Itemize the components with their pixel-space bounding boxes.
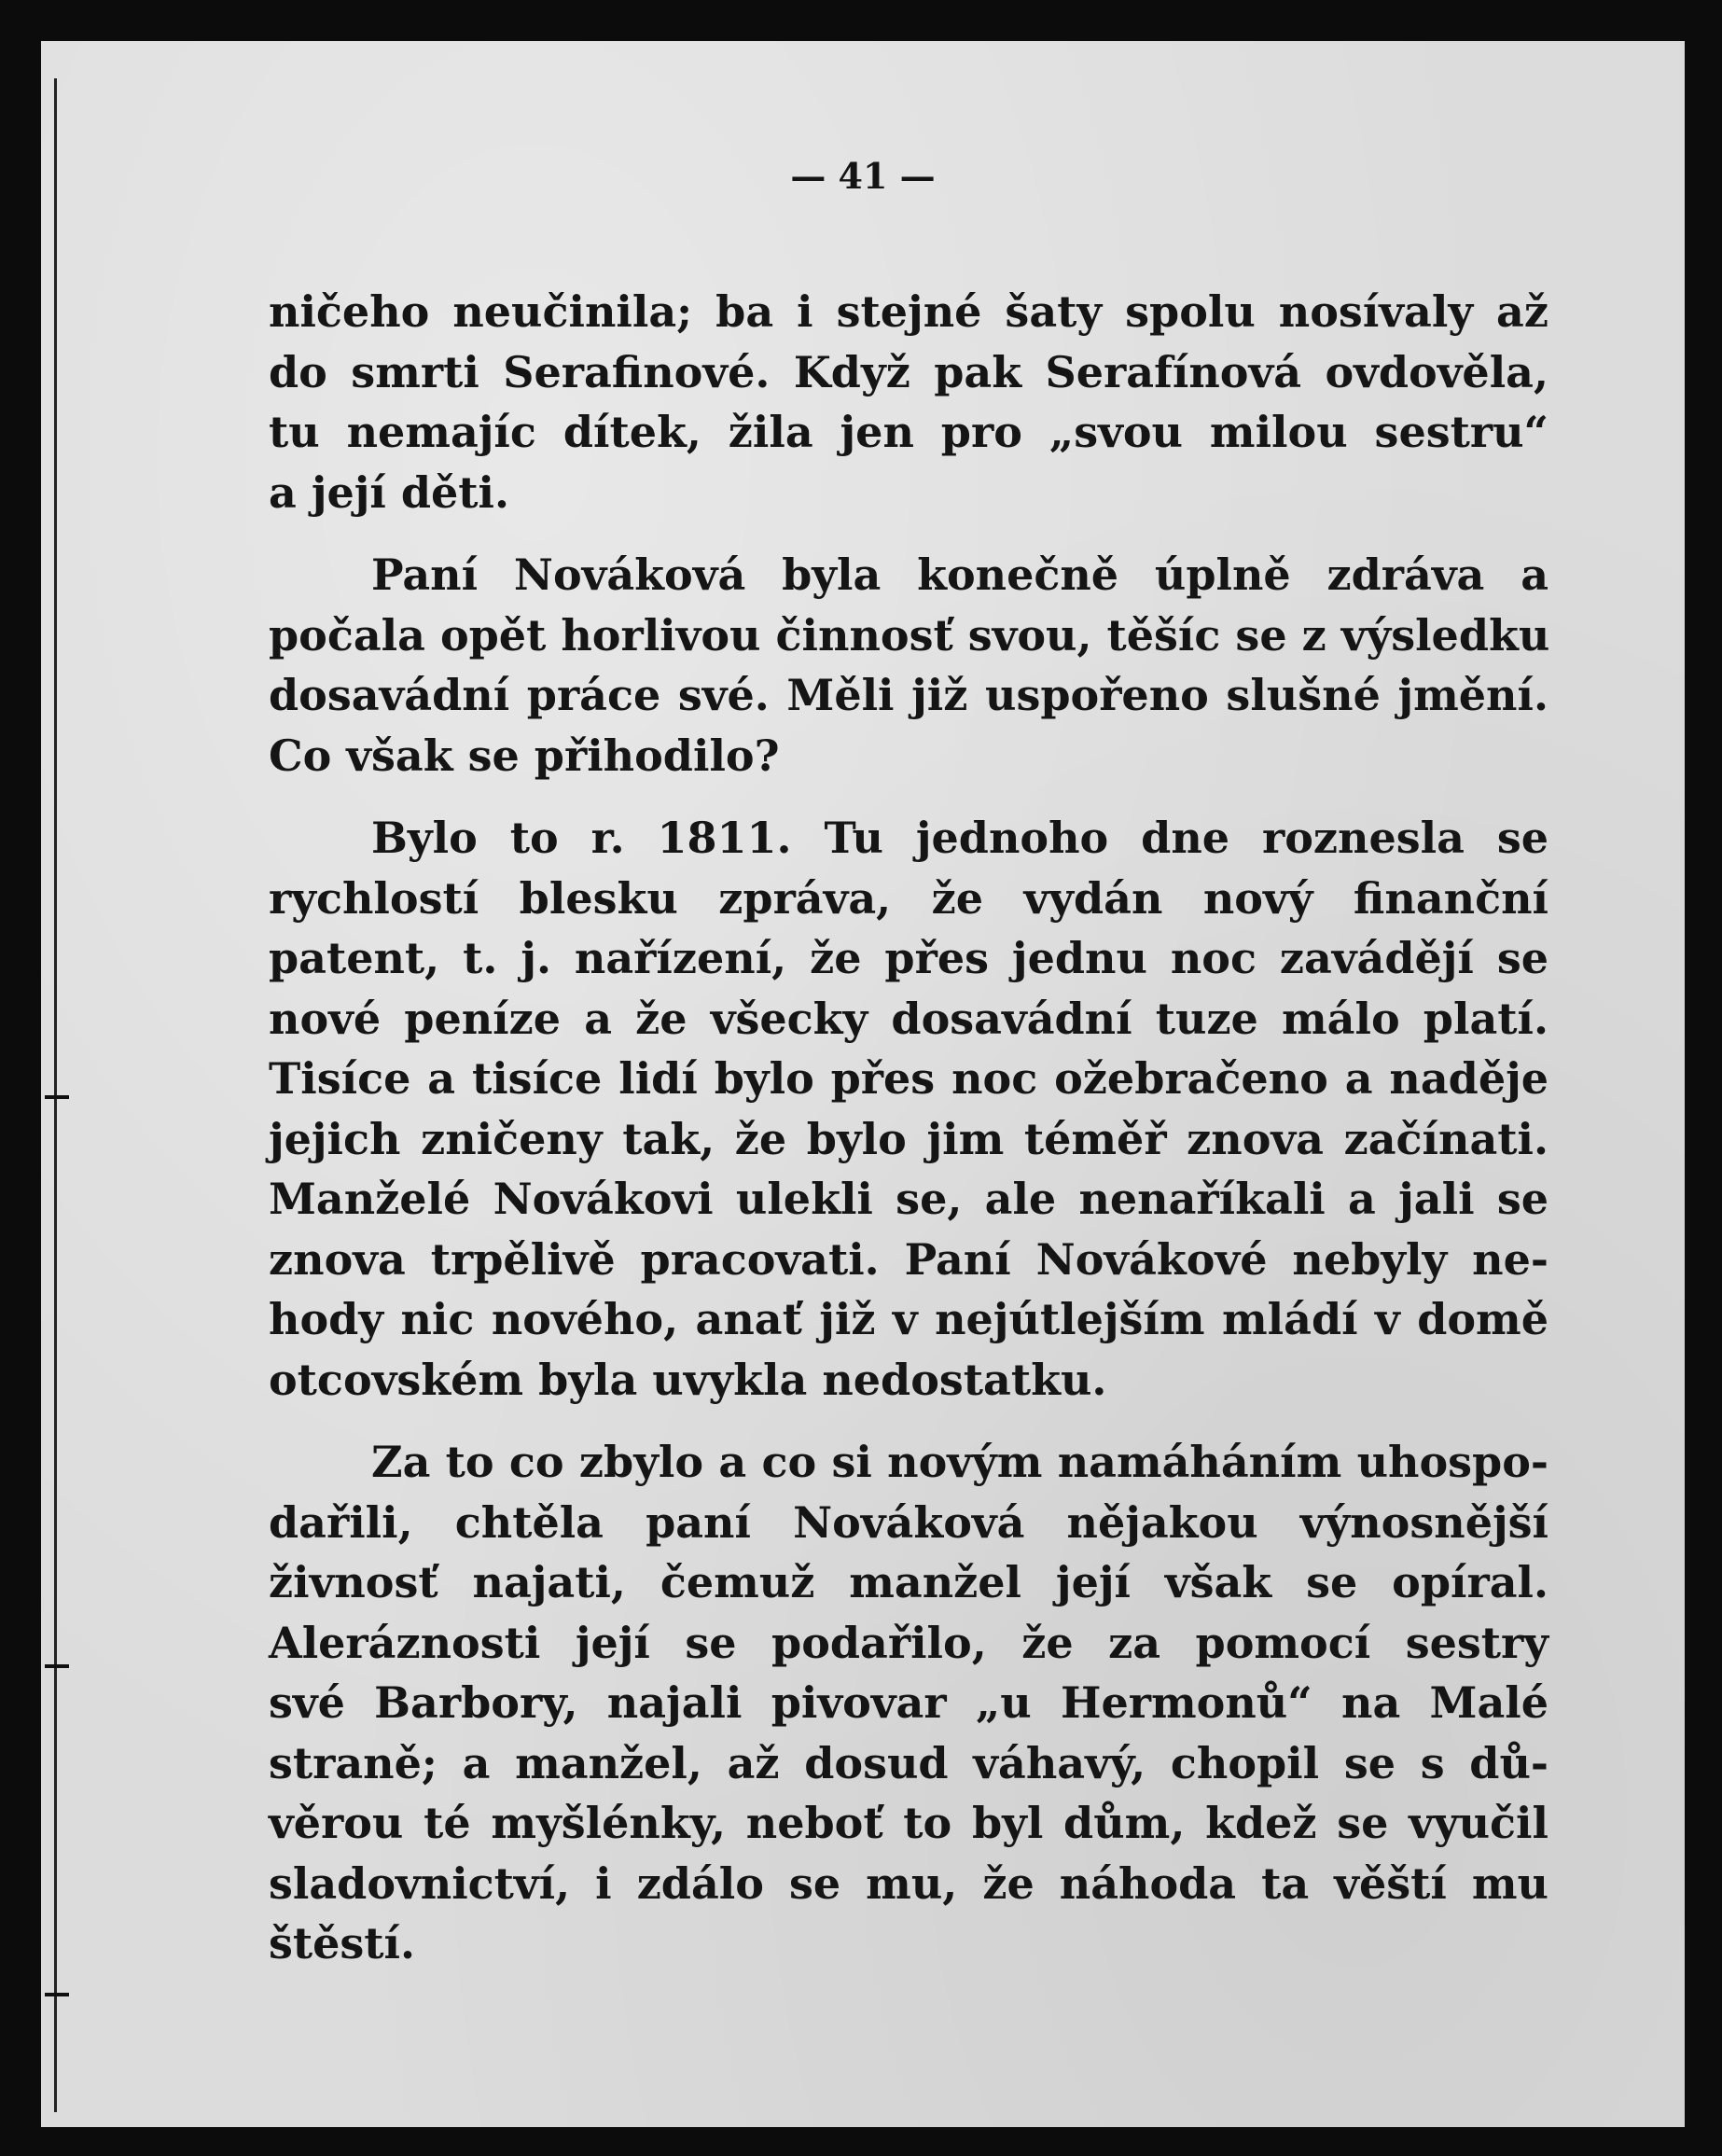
text-line: Aleráznosti její se podařilo, že za pomocí sestry — [269, 1617, 1548, 1668]
paragraph — [269, 808, 1548, 1410]
text-line: živnosť najati, čemuž manžel její však se opíral. — [269, 1557, 1548, 1607]
text-line: Paní Nováková byla konečně úplně zdráva a — [371, 549, 1548, 600]
text-line: jejich zničeny tak, že bylo jim téměř znova začínati. — [269, 1113, 1548, 1164]
text-line: své Barbory, najali pivovar „u Hermonů“ na Malé — [269, 1677, 1548, 1728]
text-line: ničeho neučinila; ba i stejné šaty spolu nosívaly až — [269, 286, 1548, 337]
text-line: hody nic nového, anať již v nejútlejším mládí v domě — [269, 1294, 1548, 1344]
text-line: sladovnictví, i zdálo se mu, že náhoda ta věští mu — [269, 1857, 1548, 1909]
text-line: Bylo to r. 1811. Tu jednoho dne roznesla se — [371, 813, 1548, 863]
paragraph — [269, 545, 1548, 786]
text-line: otcovském byla uvykla nedostatku. — [269, 1354, 1107, 1405]
text-line: a její děti. — [269, 466, 510, 518]
text-line: patent, t. j. nařízení, že přes jednu noc zavádějí se — [269, 933, 1548, 983]
text-line: tu nemajíc dítek, žila jen pro „svou milou sestru“ — [269, 407, 1548, 457]
binding-edge-tick — [45, 1664, 69, 1668]
text-line: nové peníze a že všecky dosavádní tuze málo platí. — [269, 993, 1548, 1044]
text-line: do smrti Serafinové. Když pak Serafínová ovdověla, — [269, 346, 1548, 397]
text-line: Co však se přihodilo? — [269, 730, 780, 781]
text-line: Manželé Novákovi ulekli se, ale nenaříkali a jali se — [269, 1174, 1548, 1224]
paragraph — [269, 282, 1548, 522]
text-line: Za to co zbylo a co si novým namáháním uhospo- — [371, 1437, 1548, 1487]
text-line: dosavádní práce své. Měli již uspořeno slušné jmění. — [269, 670, 1548, 720]
text-line: Tisíce a tisíce lidí bylo přes noc ožebračeno a naděje — [269, 1053, 1548, 1104]
binding-edge-tick — [45, 1095, 69, 1099]
book-page — [41, 41, 1685, 2127]
text-line: věrou té myšlénky, neboť to byl dům, kdež se vyučil — [269, 1798, 1548, 1848]
binding-edge-tick — [45, 1993, 69, 1996]
text-line: straně; a manžel, až dosud váhavý, chopil se s dů- — [269, 1737, 1548, 1788]
page-number: — 41 — — [790, 155, 936, 197]
text-line: štěstí. — [269, 1918, 416, 1968]
text-line: dařili, chtěla paní Nováková nějakou výnosnější — [269, 1496, 1548, 1548]
text-line: počala opět horlivou činnosť svou, těšíc se z výsledku — [269, 609, 1550, 661]
text-line: rychlostí blesku zpráva, že vydán nový finanční — [269, 872, 1548, 924]
body-text — [269, 282, 1548, 1996]
paragraph — [269, 1432, 1548, 1974]
text-line: znova trpělivě pracovati. Paní Novákové nebyly ne- — [269, 1233, 1548, 1285]
